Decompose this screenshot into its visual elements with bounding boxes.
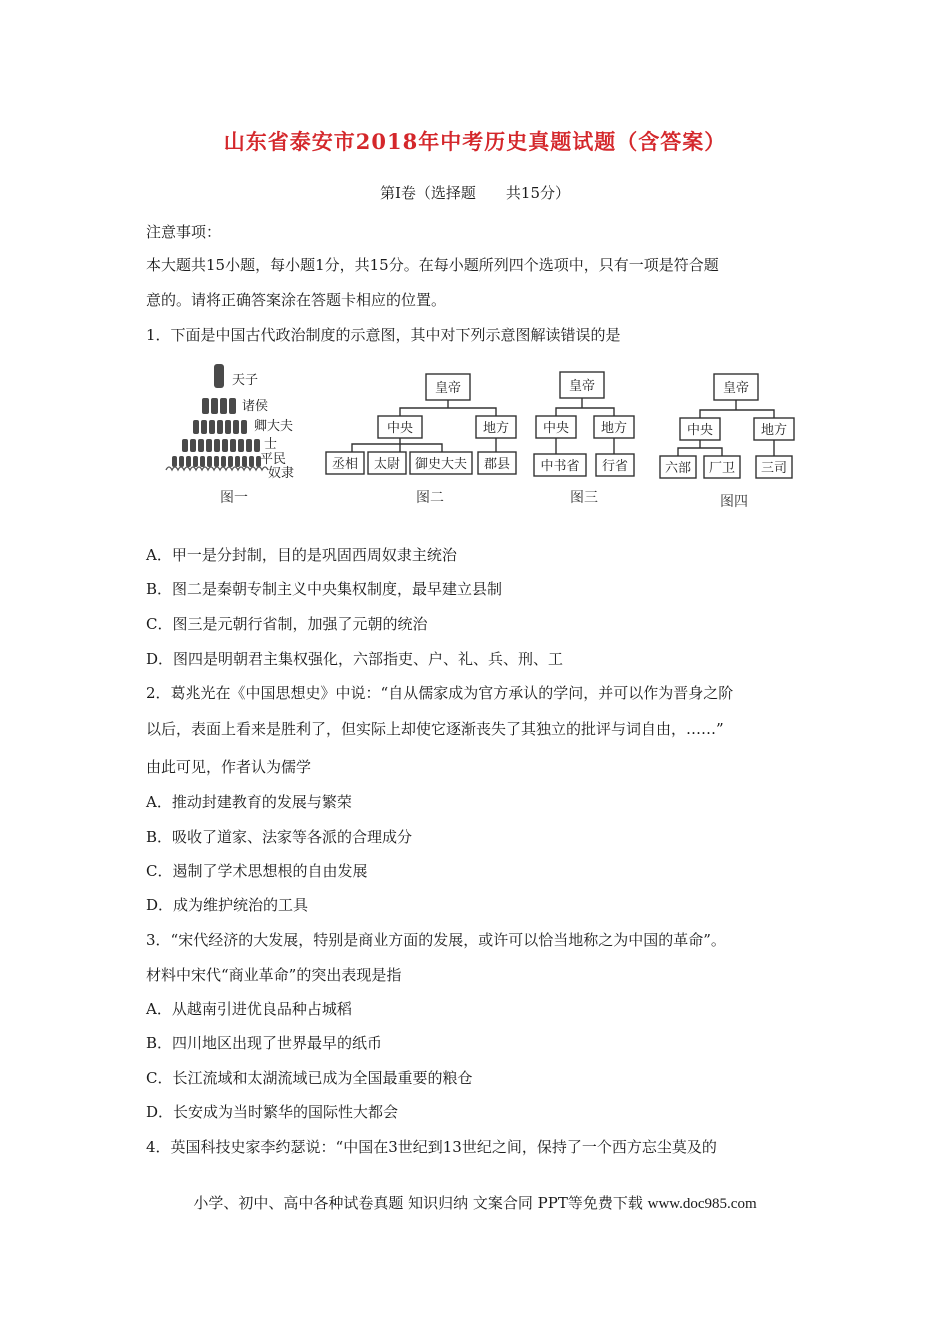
fig4-local: 地方 (760, 423, 788, 438)
q3-option-b: B．四川地区出现了世界最早的纸币 (146, 1034, 383, 1052)
q1-option-a: A．甲一是分封制，目的是巩固西周奴隶主统治 (146, 546, 457, 564)
footer-url[interactable]: www.doc985.com (647, 1196, 757, 1212)
page-title: 山东省泰安市2018年中考历史真题试题（含答案） (223, 129, 727, 154)
fig4-sansi: 三司 (760, 461, 788, 476)
figure-2-chart (326, 374, 516, 506)
q1-option-c: C．图三是元朝行省制，加强了元朝的统治 (146, 615, 428, 633)
fig2-caption: 图二 (416, 490, 444, 506)
figure-4-chart (660, 374, 794, 510)
fig1-level-tianzi: 天子 (232, 373, 259, 388)
q3-stem-line-2: 材料中宋代“商业革命”的突出表现是指 (146, 966, 402, 984)
fig1-level-zhuhou: 诸侯 (242, 399, 269, 414)
fig1-caption: 图一 (220, 490, 248, 506)
question-1-stem: 1．下面是中国古代政治制度的示意图，其中对下列示意图解读错误的是 (146, 326, 621, 344)
q2-stem-line-3: 由此可见，作者认为儒学 (146, 758, 312, 776)
footer-text: 小学、初中、高中各种试卷真题 知识归纳 文案合同 PPT等免费下载 (193, 1194, 648, 1212)
fig4-caption: 图四 (720, 494, 748, 510)
q3-option-a: A．从越南引进优良品种占城稻 (146, 1000, 352, 1018)
fig4-central: 中央 (686, 423, 714, 438)
fig3-central: 中央 (542, 421, 570, 436)
fig1-level-pingmin: 平民 (260, 452, 287, 467)
q3-stem-line-1: 3．“宋代经济的大发展，特别是商业方面的发展，或许可以恰当地称之为中国的革命”。 (146, 931, 726, 949)
fig4-liubu: 六部 (664, 461, 692, 476)
q1-option-b: B．图二是秦朝专制主义中央集权制度，最早建立县制 (146, 580, 503, 598)
q2-option-b: B．吸收了道家、法家等各派的合理成分 (146, 828, 413, 846)
political-system-diagram (160, 360, 810, 512)
q2-option-d: D．成为维护统治的工具 (146, 896, 309, 914)
fig4-changwei: 厂卫 (708, 461, 736, 476)
q2-option-c: C．遏制了学术思想根的自由发展 (146, 862, 368, 880)
fig3-local: 地方 (600, 421, 628, 436)
fig1-level-nuli: 奴隶 (268, 466, 295, 481)
fig2-taiwei: 太尉 (373, 457, 401, 472)
q3-option-c: C．长江流域和太湖流域已成为全国最重要的粮仓 (146, 1069, 473, 1087)
q4-stem: 4．英国科技史家李约瑟说：“中国在3世纪到13世纪之间，保持了一个西方忘尘莫及的 (146, 1138, 717, 1156)
fig1-level-shi: 士 (264, 437, 278, 452)
fig3-root: 皇帝 (568, 379, 596, 394)
section-title: 第Ⅰ卷（选择题 共15分） (379, 184, 570, 202)
fig4-root: 皇帝 (722, 381, 750, 396)
fig3-zhongshusheng: 中书省 (540, 459, 580, 474)
fig2-chengxiang: 丞相 (331, 457, 359, 472)
q2-stem-line-2: 以后，表面上看来是胜利了，但实际上却使它逐渐丧失了其独立的批评与词自由，……” (146, 720, 724, 738)
fig1-level-qingdafu: 卿大夫 (254, 419, 294, 434)
fig2-junxian: 郡县 (483, 457, 511, 472)
fig3-caption: 图三 (570, 490, 598, 506)
q2-option-a: A．推动封建教育的发展与繁荣 (146, 793, 352, 811)
notice-line-2: 意的。请将正确答案涂在答题卡相应的位置。 (146, 291, 447, 309)
q3-option-d: D．长安成为当时繁华的国际性大都会 (146, 1103, 399, 1121)
page-footer (0, 1192, 950, 1213)
figure-1-pyramid (166, 364, 294, 506)
figure-3-chart (534, 372, 634, 506)
fig3-xingsheng: 行省 (601, 459, 629, 474)
fig2-central: 中央 (386, 421, 414, 436)
fig2-local: 地方 (482, 421, 510, 436)
fig2-root: 皇帝 (434, 381, 462, 396)
notice-label: 注意事项： (146, 223, 222, 241)
fig2-yushidafu: 御史大夫 (414, 457, 468, 472)
q1-option-d: D．图四是明朝君主集权强化，六部指吏、户、礼、兵、刑、工 (146, 650, 564, 668)
q2-stem-line-1: 2．葛兆光在《中国思想史》中说：“自从儒家成为官方承认的学问，并可以作为晋身之阶 (146, 684, 734, 702)
notice-line-1: 本大题共15小题，每小题1分，共15分。在每小题所列四个选项中，只有一项是符合题 (146, 256, 719, 274)
